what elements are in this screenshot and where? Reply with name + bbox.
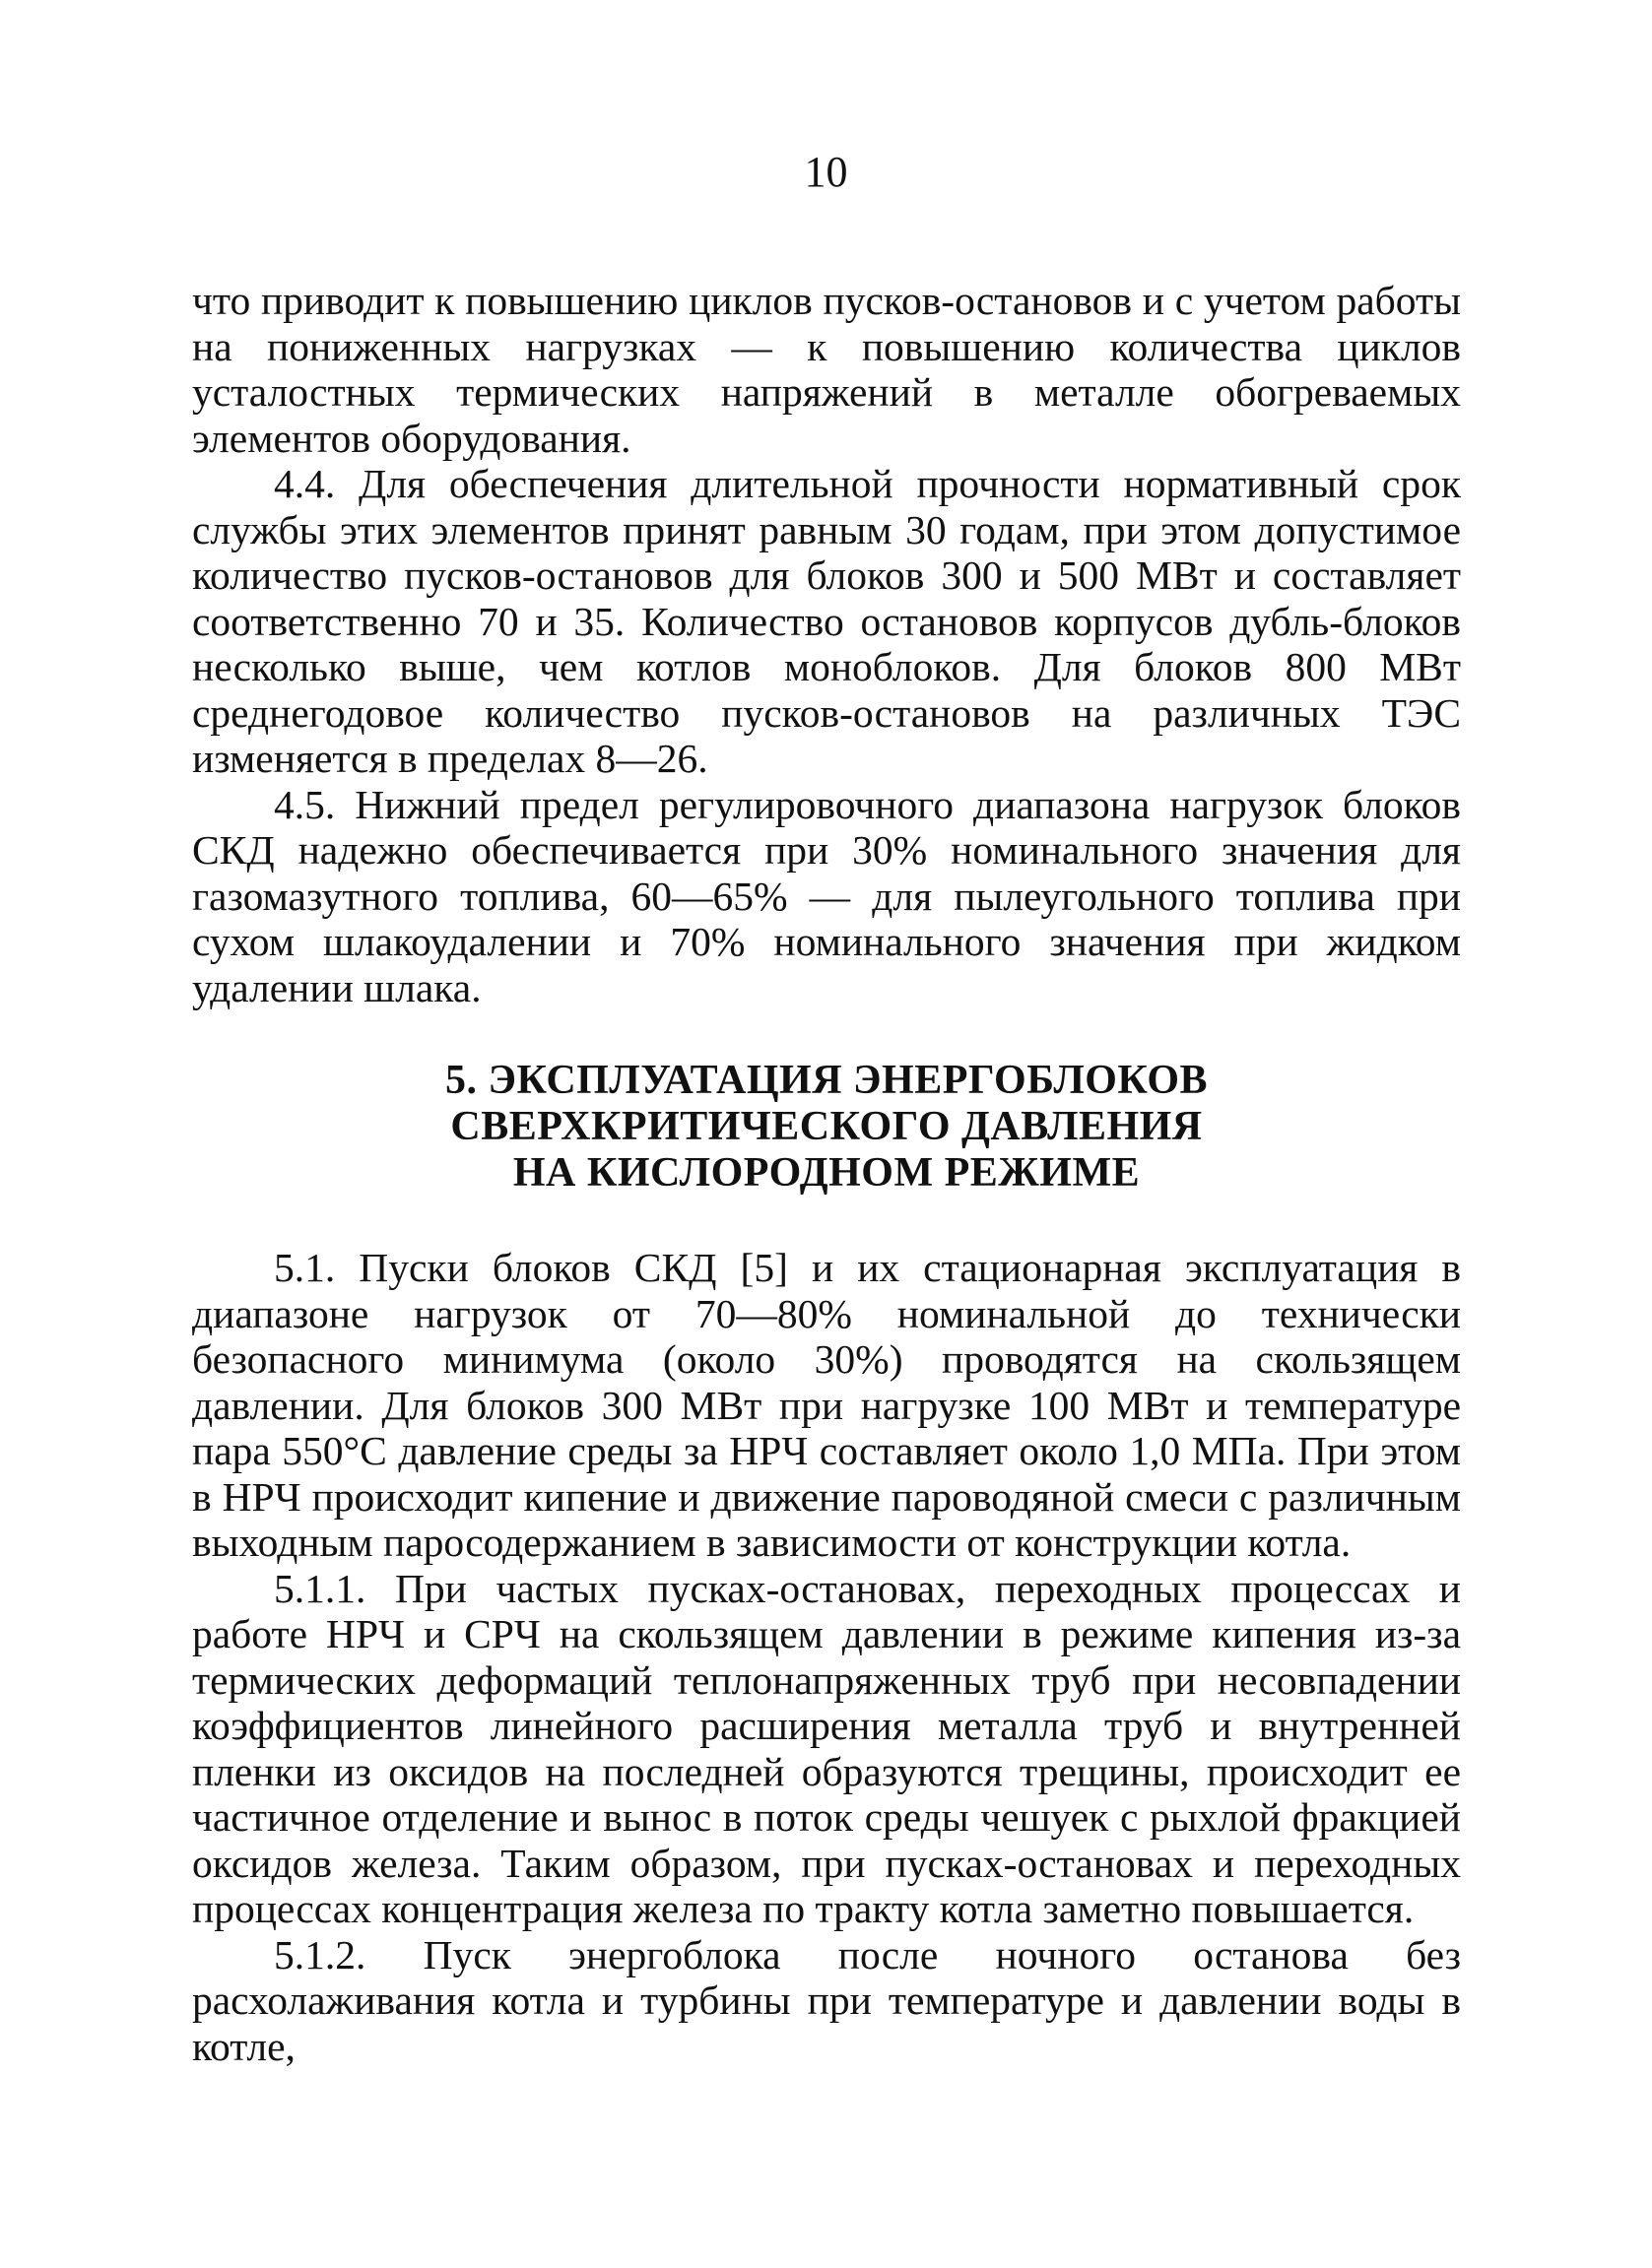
paragraph-5-1-2: 5.1.2. Пуск энергоблока после ночного останова без расхолаживания котла и турбины при температуре и давлении воды в котле, [192, 1931, 1461, 2069]
paragraph-continuation: что приводит к повышению циклов пусков-остановов и с учетом работы на пониженных нагрузках — к повышению количества циклов усталостных термических напряжений в металле обогреваемых элементов оборудования. [192, 278, 1461, 461]
paragraph-4-4: 4.4. Для обеспечения длительной прочности нормативный срок службы этих элементов принят равным 30 годам, при этом допустимое количество пусков-остановов для блоков 300 и 500 МВт и составляет соответственно 70 и 35. Количество остановов корпусов дубль-блоков несколько выше, чем котлов моноблоков. Для блоков 800 МВт среднегодовое количество пусков-остановов на различных ТЭС изменяется в пределах 8—26. [192, 461, 1461, 781]
section-heading-line-2: СВЕРХКРИТИЧЕСКОГО ДАВЛЕНИЯ [450, 1104, 1203, 1149]
section-heading [192, 1058, 1461, 1197]
section-heading-line-3: НА КИСЛОРОДНОМ РЕЖИМЕ [512, 1150, 1141, 1196]
text-block-top [192, 278, 1461, 1010]
text-block-bottom [192, 1245, 1461, 2069]
paragraph-4-5: 4.5. Нижний предел регулировочного диапазона нагрузок блоков СКД надежно обеспечивается при 30% номинального значения для газомазутного топлива, 60—65% — для пылеугольного топлива при сухом шлакоудалении и 70% номинального значения при жидком удалении шлака. [192, 781, 1461, 1010]
section-heading-line-1: 5. ЭКСПЛУАТАЦИЯ ЭНЕРГОБЛОКОВ [445, 1058, 1208, 1103]
page-number: 10 [804, 148, 848, 196]
paragraph-5-1-1: 5.1.1. При частых пусках-остановах, переходных процессах и работе НРЧ и СРЧ на скользящем давлении в режиме кипения из-за термических деформаций теплонапряженных труб при несовпадении коэффициентов линейного расширения металла труб и внутренней пленки из оксидов на последней образуются трещины, происходит ее частичное отделение и вынос в поток среды чешуек с рыхлой фракцией оксидов железа. Таким образом, при пусках-остановах и переходных процессах концентрация железа по тракту котла заметно повышается. [192, 1565, 1461, 1931]
paragraph-5-1: 5.1. Пуски блоков СКД [5] и их стационарная эксплуатация в диапазоне нагрузок от 70—80% номинальной до технически безопасного минимума (около 30%) проводятся на скользящем давлении. Для блоков 300 МВт при нагрузке 100 МВт и температуре пара 550°С давление среды за НРЧ составляет около 1,0 МПа. При этом в НРЧ происходит кипение и движение пароводяной смеси с различным выходным паросодержанием в зависимости от конструкции котла. [192, 1245, 1461, 1565]
